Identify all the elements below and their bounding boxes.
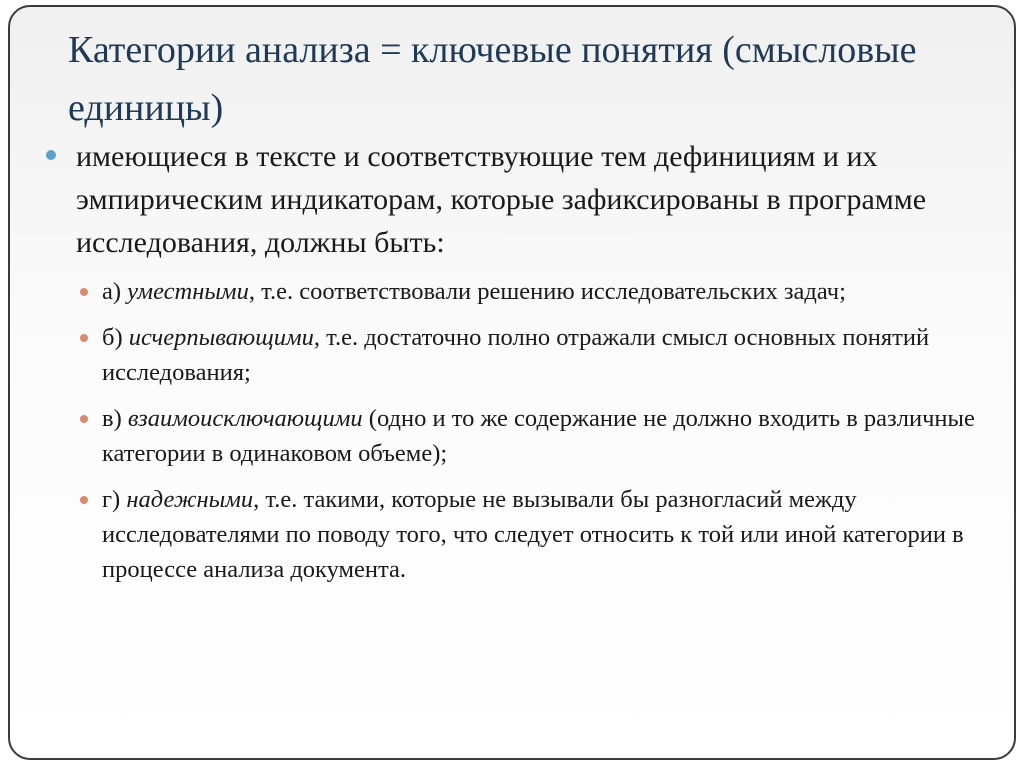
sub-bullet-item-v — [76, 401, 1000, 471]
main-bullet-item — [40, 135, 1000, 264]
sub-bullet-dot-icon — [80, 288, 88, 296]
sub-bullet-term: взаимоисключающими — [127, 405, 363, 432]
sub-bullet-item-g — [76, 482, 1000, 587]
slide-frame — [8, 5, 1016, 760]
sub-bullet-term: исчерпывающими — [128, 324, 314, 351]
sub-bullet-marker: б) — [102, 324, 123, 351]
sub-bullet-item-a — [76, 274, 1000, 309]
sub-bullet-dot-icon — [80, 496, 88, 504]
sub-bullet-term: уместными — [127, 278, 249, 305]
sub-bullet-text: , т.е. такими, которые не вызывали бы разногласий между исследователями по поводу того, что следует относить к той или иной категории в процессе анализа документа. — [102, 486, 964, 583]
sub-bullet-marker: в) — [102, 405, 122, 432]
sub-bullet-dot-icon — [80, 415, 88, 423]
main-bullet-dot-icon — [46, 150, 56, 160]
main-bullet-text: имеющиеся в тексте и соответствующие тем дефинициям и их эмпирическим индикаторам, которые зафиксированы в программе исследования, должны быть: — [76, 140, 927, 259]
slide-title: Категории анализа = ключевые понятия (смысловые единицы) — [68, 29, 917, 129]
sub-bullet-text: (одно и то же содержание не должно входить в различные категории в одинаковом объеме); — [102, 405, 975, 467]
sub-bullet-marker: г) — [102, 486, 121, 513]
sub-bullet-text: , т.е. соответствовали решению исследовательских задач; — [248, 278, 846, 305]
sub-bullet-item-b — [76, 320, 1000, 390]
sub-bullet-term: надежными — [126, 486, 254, 513]
sub-bullet-dot-icon — [80, 334, 88, 342]
sub-bullet-list — [40, 274, 1000, 587]
sub-bullet-marker: а) — [102, 278, 122, 305]
slide-content — [40, 135, 1000, 598]
sub-bullet-text: , т.е. достаточно полно отражали смысл основных понятий исследования; — [102, 324, 930, 386]
